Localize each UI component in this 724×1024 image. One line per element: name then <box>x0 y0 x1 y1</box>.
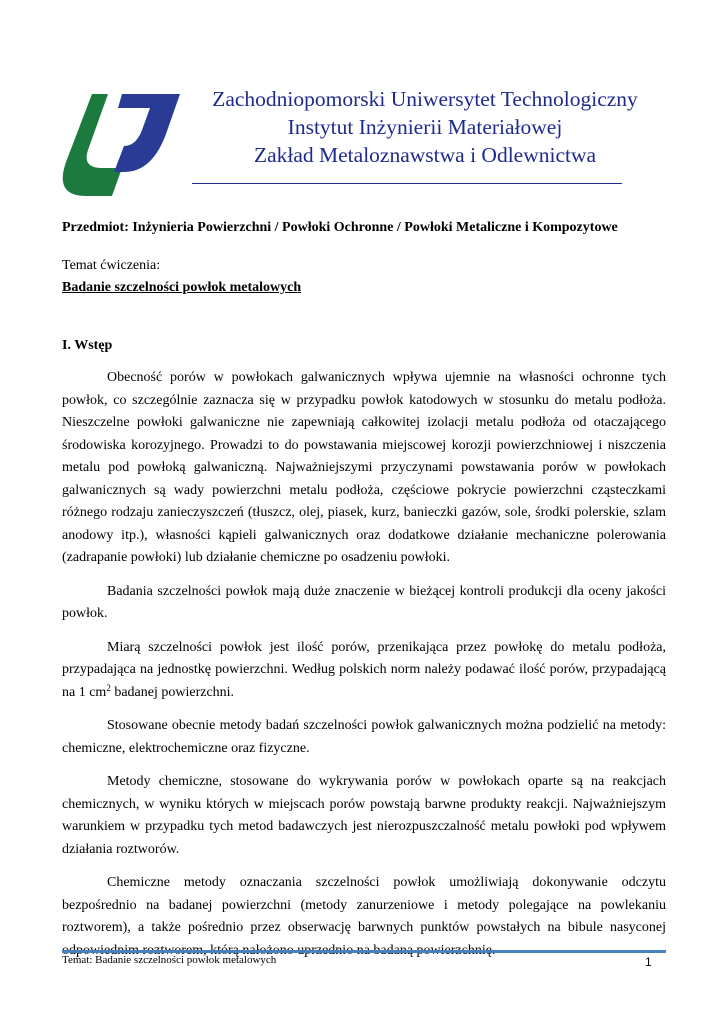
institution-header <box>190 85 660 169</box>
department-name: Zakład Metaloznawstwa i Odlewnictwa <box>253 143 597 167</box>
paragraph-3-tail: badanej powierzchni. <box>110 684 235 700</box>
paragraph-1: Obecność porów w powłokach galwanicznych wpływa ujemnie na własności ochronne tych powłok, co szczególnie zaznacza się w przypadku powłok katodowych w stosunku do metalu podłoża. Nieszczelne powłoki galwaniczne nie zapewniają całkowitej izolacji metalu podłoża od otaczającego środowiska korozyjnego. Prowadzi to do powstawania miejscowej korozji powierzchniowej i niszczenia metalu pod powłoką galwaniczną. Najważniejszymi przyczynami powstawania porów w powłokach galwanicznych są wady powierzchni metalu podłoża, częściowe pokrycie powierzchni cząsteczkami różnego rodzaju zanieczyszczeń (tłuszcz, olej, piasek, kurz, banieczki gazów, sole, środki polerskie, szlam anodowy itp.), własności kąpieli galwanicznych oraz dodatkowe działanie mechaniczne polerowania (zadrapanie powłoki) lub działanie chemiczne po osadzeniu powłoki. <box>62 370 666 565</box>
paragraph-6: Chemiczne metody oznaczania szczelności powłok umożliwiają dokonywanie odczytu bezpośrednio na badanej powierzchni (metody zanurzeniowe i metody polegające na powlekaniu roztworem), a także pośrednio przez obserwację barwnych punktów powstałych na bibule nasyconej <box>62 875 666 935</box>
paragraph-3 <box>62 637 666 705</box>
institute-name: Instytut Inżynierii Materiałowej <box>287 115 563 139</box>
page-number: 1 <box>645 955 652 969</box>
document-body <box>62 217 666 962</box>
footer-text: Temat: Badanie szczelności powłok metalowych <box>62 954 277 966</box>
section-heading: I. Wstęp <box>62 337 113 353</box>
superscript-exponent: 2 <box>106 682 111 693</box>
university-name: Zachodniopomorski Uniwersytet Technologiczny <box>212 87 638 111</box>
logo-blue-shape <box>114 94 180 172</box>
logo-green-shape <box>63 94 122 196</box>
paragraph-3-text: Miarą szczelności powłok jest ilość porów, przenikająca przez powłokę do metalu podłoża, przypadająca na jednostkę powierzchni. Według polskich norm należy podawać ilość porów, przypadającą na 1 cm <box>62 639 666 700</box>
paragraph-4: Stosowane obecnie metody badań szczelności powłok galwanicznych można podzielić na metody: chemiczne, elektrochemiczne oraz fizyczne. <box>62 718 666 756</box>
topic-label: Temat ćwiczenia: <box>62 257 161 273</box>
subject-line: Przedmiot: Inżynieria Powierzchni / Powłoki Ochronne / Powłoki Metaliczne i Kompozytowe <box>62 220 618 235</box>
header-divider <box>192 183 622 184</box>
paragraph-2: Badania szczelności powłok mają duże znaczenie w bieżącej kontroli produkcji dla oceny jakości powłok. <box>62 583 666 621</box>
paragraph-5: Metody chemiczne, stosowane do wykrywania porów w powłokach oparte są na reakcjach chemicznych, w wyniku których w miejscach porów powstają barwne produkty reakcji. Najważniejszym warunkiem w przypadku tych metod badawczych jest nierozpuszczalność metalu powłoki pod wpływem działania roztworów. <box>62 774 666 857</box>
topic-title: Badanie szczelności powłok metalowych <box>62 280 302 295</box>
university-logo <box>62 90 180 200</box>
